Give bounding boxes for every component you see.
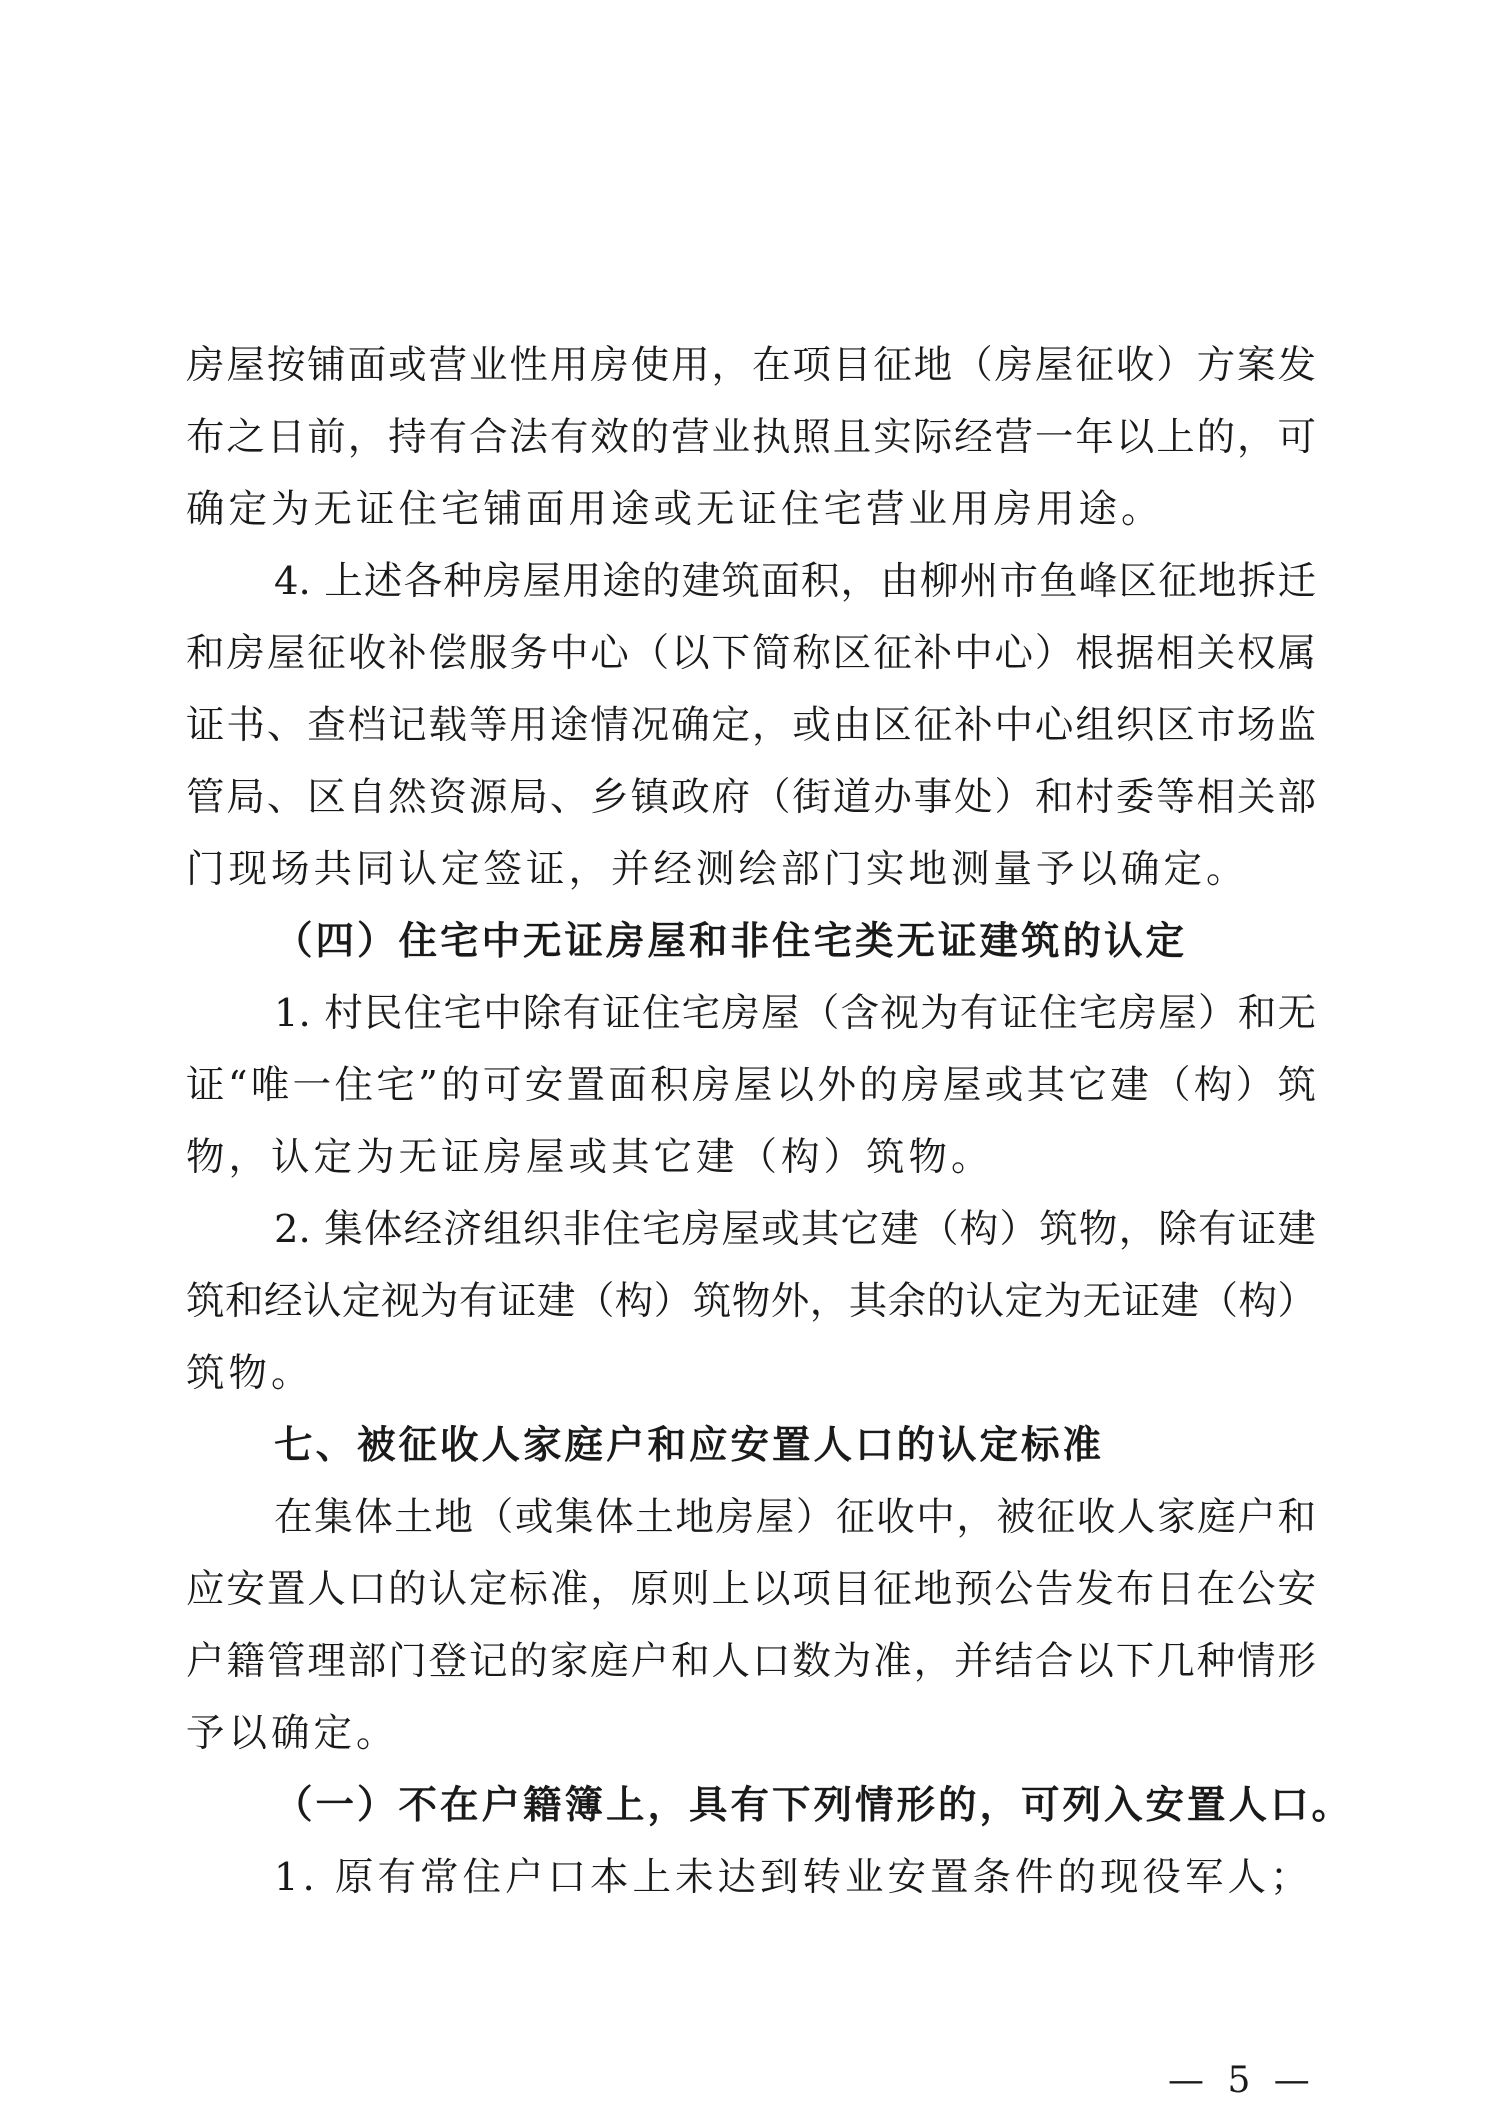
body-line: 物，认定为无证房屋或其它建（构）筑物。	[186, 1134, 994, 1180]
body-line: 应安置人口的认定标准，原则上以项目征地预公告发布日在公安	[186, 1566, 1316, 1612]
body-line: 房屋按铺面或营业性用房使用，在项目征地（房屋征收）方案发	[186, 342, 1316, 388]
body-line: 和房屋征收补偿服务中心（以下简称区征补中心）根据相关权属	[186, 630, 1316, 676]
body-line: 予以确定。	[186, 1710, 399, 1756]
body-line: 证书、查档记载等用途情况确定，或由区征补中心组织区市场监	[186, 702, 1316, 748]
section-heading: （四）住宅中无证房屋和非住宅类无证建筑的认定	[274, 918, 1188, 964]
body-line: 确定为无证住宅铺面用途或无证住宅营业用房用途。	[186, 486, 1164, 532]
body-line: 1. 原有常住户口本上未达到转业安置条件的现役军人；	[274, 1854, 1313, 1900]
body-line: 管局、区自然资源局、乡镇政府（街道办事处）和村委等相关部	[186, 774, 1316, 820]
body-line: 2. 集体经济组织非住宅房屋或其它建（构）筑物，除有证建	[274, 1206, 1316, 1252]
section-heading: （一）不在户籍簿上，具有下列情形的，可列入安置人口。	[274, 1782, 1354, 1828]
body-line: 证“唯一住宅”的可安置面积房屋以外的房屋或其它建（构）筑	[186, 1062, 1316, 1108]
body-line: 布之日前，持有合法有效的营业执照且实际经营一年以上的，可	[186, 414, 1316, 460]
chapter-heading: 七、被征收人家庭户和应安置人口的认定标准	[274, 1422, 1105, 1468]
body-line: 1. 村民住宅中除有证住宅房屋（含视为有证住宅房屋）和无	[274, 990, 1316, 1036]
body-line: 筑物。	[186, 1350, 314, 1396]
body-line: 户籍管理部门登记的家庭户和人口数为准，并结合以下几种情形	[186, 1638, 1316, 1684]
page-number: — 5 —	[1168, 2060, 1316, 2101]
body-line: 在集体土地（或集体土地房屋）征收中，被征收人家庭户和	[274, 1494, 1316, 1540]
body-line: 门现场共同认定签证，并经测绘部门实地测量予以确定。	[186, 846, 1249, 892]
body-line: 筑和经认定视为有证建（构）筑物外，其余的认定为无证建（构）	[186, 1278, 1316, 1324]
body-line: 4. 上述各种房屋用途的建筑面积，由柳州市鱼峰区征地拆迁	[274, 558, 1316, 604]
